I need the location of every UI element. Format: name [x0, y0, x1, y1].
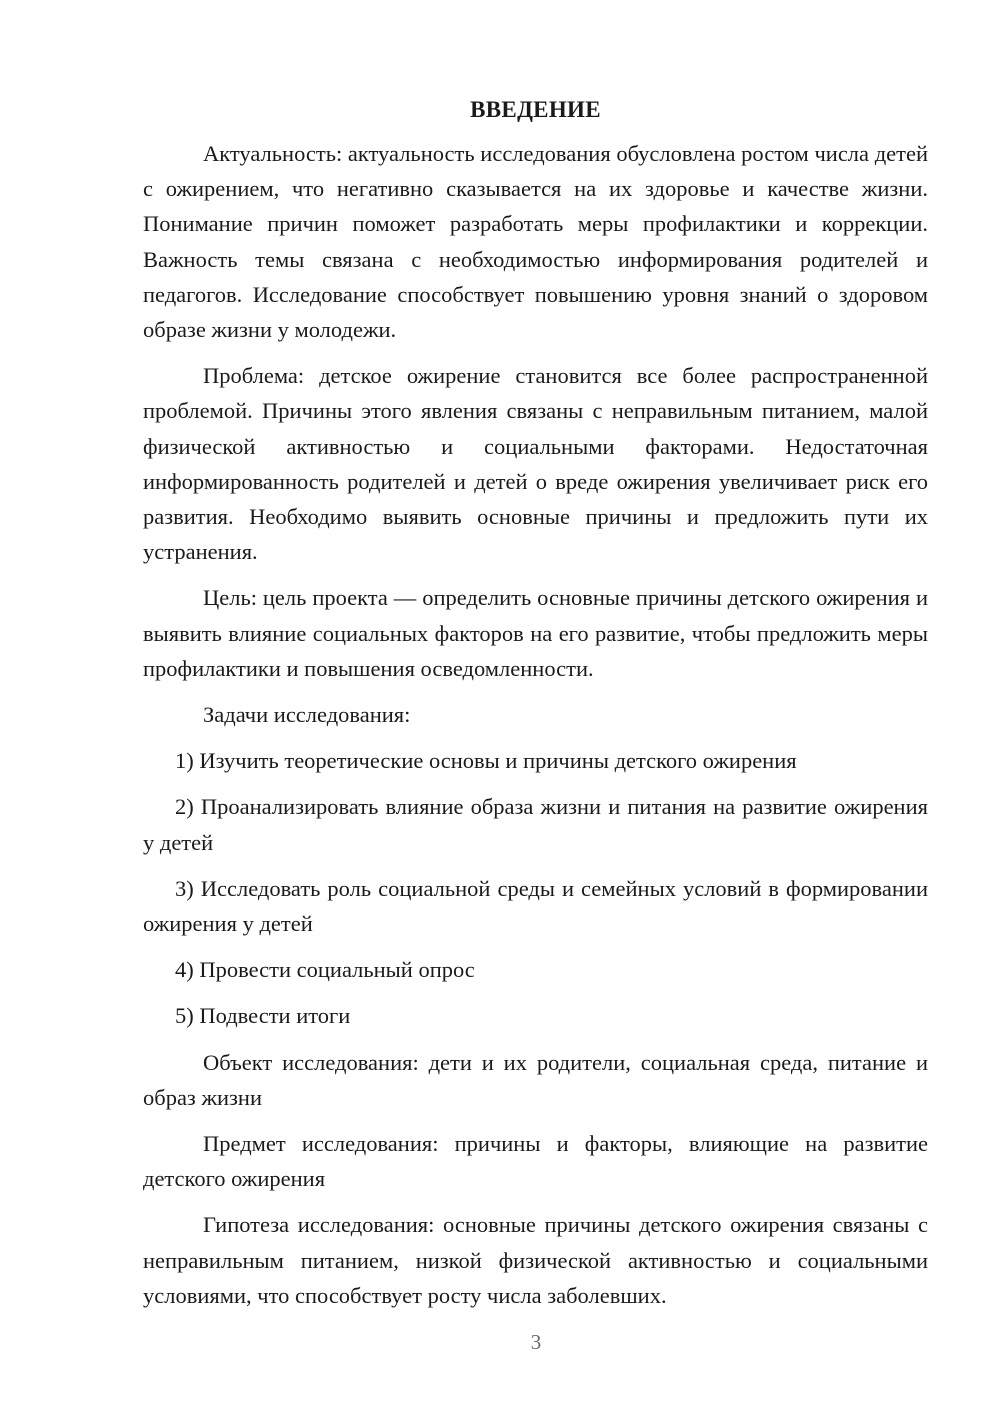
relevance-paragraph: Актуальность: актуальность исследования обусловлена ростом числа детей с ожирением, что негативно сказывается на их здоровье и качестве жизни. Понимание причин поможет разработать меры профилактики и коррекции. Важность темы связана с необходимостью информирования родителей и педагогов. Исследование способствует повышению уровня знаний о здоровом образе жизни у молодежи. — [143, 141, 928, 343]
hypothesis-paragraph: Гипотеза исследования: основные причины детского ожирения связаны с неправильным питанием, низкой физической активностью и социальными условиями, что способствует росту числа заболевших. — [143, 1212, 928, 1308]
task-item: 1) Изучить теоретические основы и причины детского ожирения — [175, 748, 797, 774]
object-paragraph: Объект исследования: дети и их родители, социальная среда, питание и образ жизни — [143, 1049, 928, 1110]
tasks-list — [143, 743, 928, 1033]
document-title: ВВЕДЕНИЕ — [470, 97, 601, 122]
document-page — [143, 92, 928, 1324]
subject-paragraph: Предмет исследования: причины и факторы, влияющие на развитие детского ожирения — [143, 1131, 928, 1192]
task-item: 4) Провести социальный опрос — [175, 957, 475, 983]
task-item: 3) Исследовать роль социальной среды и семейных условий в формировании ожирения у детей — [143, 875, 928, 937]
task-item: 5) Подвести итоги — [175, 1003, 351, 1029]
page-number: 3 — [530, 1330, 542, 1354]
task-item: 2) Проанализировать влияние образа жизни и питания на развитие ожирения у детей — [143, 794, 928, 855]
problem-paragraph: Проблема: детское ожирение становится все более распространенной проблемой. Причины этого явления связаны с неправильным питанием, малой физической активностью и социальными факторами. Недостаточная информированность родителей и детей о вреде ожирения увеличивает риск его развития. Необходимо выявить основные причины и предложить пути их устранения. — [143, 363, 928, 565]
tasks-heading: Задачи исследования: — [203, 702, 411, 728]
goal-paragraph: Цель: цель проекта — определить основные причины детского ожирения и выявить влияние социальных факторов на его развитие, чтобы предложить меры профилактики и повышения осведомленности. — [143, 585, 928, 681]
